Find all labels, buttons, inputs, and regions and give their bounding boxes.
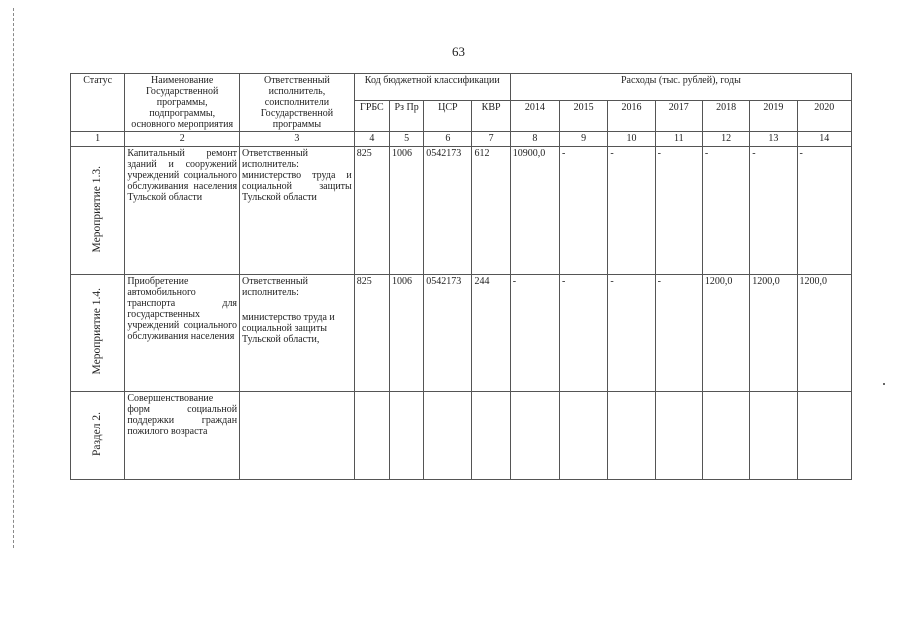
- row-value-2017: -: [655, 147, 702, 275]
- row-value-2015: -: [560, 147, 608, 275]
- column-number: 11: [655, 132, 702, 147]
- row-status: [71, 392, 125, 480]
- row-status-label: Мероприятие 1.3.: [91, 165, 104, 253]
- header-year-2019: 2019: [750, 100, 797, 131]
- row-rzpr: [389, 392, 423, 480]
- row-value-2020: [797, 392, 851, 480]
- header-year-2017: 2017: [655, 100, 702, 131]
- row-csr: [424, 392, 472, 480]
- row-value-2019: -: [750, 147, 797, 275]
- column-number: 1: [71, 132, 125, 147]
- row-value-2014: 10900,0: [510, 147, 559, 275]
- column-number-row: [71, 132, 852, 147]
- row-value-2016: -: [608, 275, 655, 392]
- row-kvr: [472, 392, 510, 480]
- row-executor: [240, 275, 355, 392]
- column-number: 14: [797, 132, 851, 147]
- column-number: 9: [560, 132, 608, 147]
- column-number: 10: [608, 132, 655, 147]
- row-grbs: 825: [354, 147, 389, 275]
- row-value-2018: -: [702, 147, 749, 275]
- row-executor-title: Ответственный исполнитель:: [242, 148, 308, 170]
- row-value-2016: [608, 392, 655, 480]
- column-number: 8: [510, 132, 559, 147]
- row-value-2016: -: [608, 147, 655, 275]
- page-number: 63: [452, 44, 465, 59]
- header-year-2015: 2015: [560, 100, 608, 131]
- row-executor-name: министерство труда и социальной защиты Тульской области,: [242, 312, 335, 345]
- column-number: 6: [424, 132, 472, 147]
- header-year-2020: 2020: [797, 100, 851, 131]
- table-row: [71, 392, 852, 480]
- header-csr: ЦСР: [424, 100, 472, 131]
- row-rzpr: 1006: [389, 275, 423, 392]
- header-rzpr: Рз Пр: [389, 100, 423, 131]
- row-status: [71, 147, 125, 275]
- column-number: 7: [472, 132, 510, 147]
- row-name: Приобретение автомобильного транспорта для государственных учреждений социального обслуживания населения: [125, 275, 240, 392]
- header-budget-code: Код бюджетной классификации: [354, 74, 510, 101]
- column-number: 5: [389, 132, 423, 147]
- header-year-2014: 2014: [510, 100, 559, 131]
- row-executor: [240, 392, 355, 480]
- row-executor: [240, 147, 355, 275]
- row-rzpr: 1006: [389, 147, 423, 275]
- row-executor-name: министерство труда и социальной защиты Тульской области: [242, 170, 352, 203]
- header-grbs: ГРБС: [354, 100, 389, 131]
- column-number: 3: [240, 132, 355, 147]
- row-executor-title: Ответственный исполнитель:: [242, 276, 308, 298]
- row-grbs: 825: [354, 275, 389, 392]
- row-name: Совершенствование форм социальной поддержки граждан пожилого возраста: [125, 392, 240, 480]
- table-row: [71, 275, 852, 392]
- column-number: 4: [354, 132, 389, 147]
- column-number: 12: [702, 132, 749, 147]
- header-year-2018: 2018: [702, 100, 749, 131]
- row-csr: 0542173: [424, 275, 472, 392]
- header-row-1: [71, 74, 852, 101]
- row-value-2020: -: [797, 147, 851, 275]
- header-kvr: КВР: [472, 100, 510, 131]
- row-value-2019: [750, 392, 797, 480]
- budget-table: [70, 73, 852, 480]
- scan-speck: [883, 383, 885, 385]
- row-status-label: Раздел 2.: [91, 411, 104, 457]
- left-margin-line: [13, 8, 15, 548]
- header-executor: Ответственный исполнитель, соисполнители Государственной программы: [240, 74, 355, 132]
- header-year-2016: 2016: [608, 100, 655, 131]
- row-value-2019: 1200,0: [750, 275, 797, 392]
- row-value-2015: [560, 392, 608, 480]
- row-grbs: [354, 392, 389, 480]
- row-status: [71, 275, 125, 392]
- row-value-2015: -: [560, 275, 608, 392]
- row-csr: 0542173: [424, 147, 472, 275]
- column-number: 13: [750, 132, 797, 147]
- row-kvr: 244: [472, 275, 510, 392]
- row-value-2014: [510, 392, 559, 480]
- header-name: Наименование Государственной программы, подпрограммы, основного мероприятия: [125, 74, 240, 132]
- row-value-2018: 1200,0: [702, 275, 749, 392]
- table-row: [71, 147, 852, 275]
- row-value-2014: -: [510, 275, 559, 392]
- row-name: Капитальный ремонт зданий и сооружений учреждений социального обслуживания населения Тульской области: [125, 147, 240, 275]
- row-value-2017: -: [655, 275, 702, 392]
- header-status: Статус: [71, 74, 125, 132]
- row-kvr: 612: [472, 147, 510, 275]
- row-value-2017: [655, 392, 702, 480]
- row-value-2018: [702, 392, 749, 480]
- header-expenses: Расходы (тыс. рублей), годы: [510, 74, 851, 101]
- row-value-2020: 1200,0: [797, 275, 851, 392]
- row-status-label: Мероприятие 1.4.: [91, 288, 104, 375]
- column-number: 2: [125, 132, 240, 147]
